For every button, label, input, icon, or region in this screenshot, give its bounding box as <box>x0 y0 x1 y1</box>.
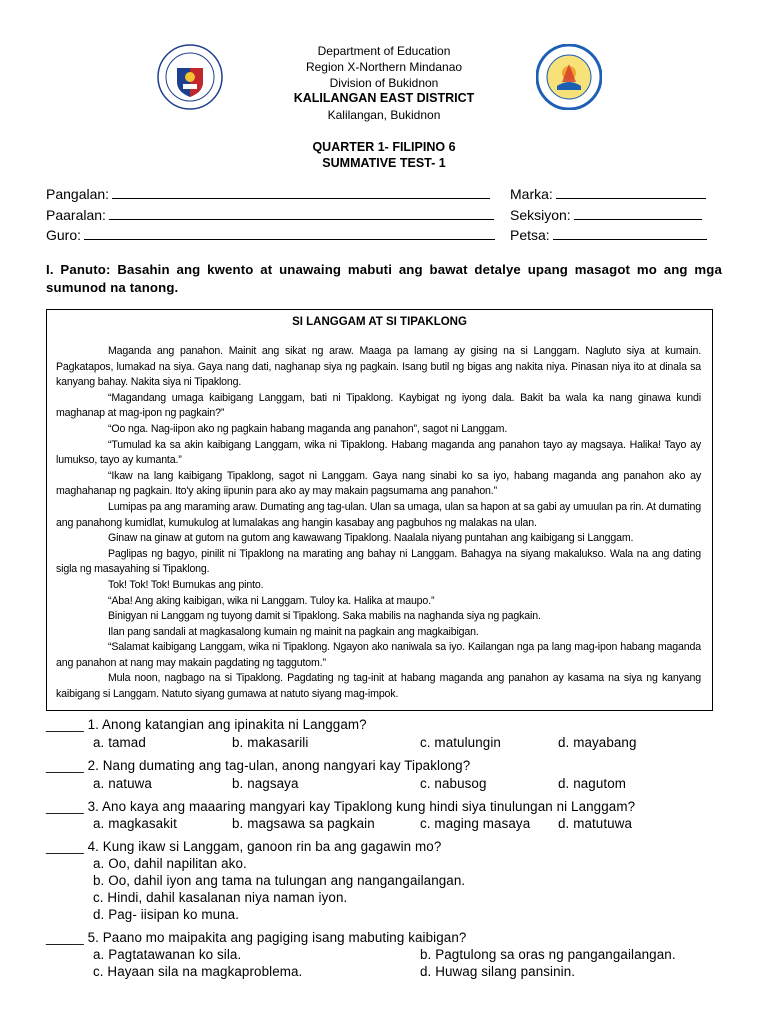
pangalan-line[interactable] <box>112 185 490 199</box>
story-paragraph: Ilan pang sandali at magkasalong kumain ng mainit na pagkain ang magkaibigan. <box>108 625 479 638</box>
story-paragraph: Lumipas pa ang maraming araw. Dumating ang tag-ulan. Ulan sa umaga, ulan sa hapon at sa gabi ay umuulan pa rin. At dumating ang panahong kumidlat, kumukulog at lumalakas ang hangin kasabay ang pagbuhos ng malakas na ulan. <box>56 500 701 529</box>
choice-3c: c. maging masaya <box>420 816 531 831</box>
story-title: SI LANGGAM AT SI TIPAKLONG <box>292 316 467 328</box>
question-2 <box>46 757 470 774</box>
story-paragraph: “Aba! Ang aking kaibigan, wika ni Langgam. Tuloy ka. Halika at maupo.” <box>108 594 435 607</box>
choice-5c: c. Hayaan sila na magkaproblema. <box>93 964 303 979</box>
question-1 <box>46 716 367 733</box>
story-paragraph: “Ikaw na lang kaibigang Tipaklong, sagot ni Langgam. Gaya nang sinabi ko sa iyo, habang maganda ang panahon ako ay maghahanap ng pagkain. Ito'y aking iipunin para ako ay may makain pagsumama ang panahon.” <box>56 469 701 498</box>
answer-blank[interactable]: _____ <box>46 839 84 854</box>
district-line: KALILANGAN EAST DISTRICT <box>293 91 475 105</box>
answer-blank[interactable]: _____ <box>46 930 84 945</box>
marka-field[interactable] <box>510 185 706 203</box>
choice-4b: b. Oo, dahil iyon ang tama na tulungan ang nangangailangan. <box>93 873 466 888</box>
location-line: Kalilangan, Bukidnon <box>327 108 441 122</box>
question-text: 3. Ano kaya ang maaaring mangyari kay Tipaklong kung hindi siya tinulungan ni Langgam? <box>87 799 636 814</box>
petsa-label: Petsa: <box>510 227 550 243</box>
question-3 <box>46 798 635 815</box>
test-title: SUMMATIVE TEST- 1 <box>322 156 446 170</box>
petsa-line[interactable] <box>553 226 707 240</box>
choice-1a: a. tamad <box>93 735 146 750</box>
marka-label: Marka: <box>510 186 553 202</box>
paaralan-line[interactable] <box>109 206 494 220</box>
story-paragraph: Ginaw na ginaw at gutom na gutom ang kawawang Tipaklong. Naalala niyang puntahan ang kaibigang si Langgam. <box>108 532 634 545</box>
choice-2a: a. natuwa <box>93 776 152 791</box>
question-5 <box>46 929 466 946</box>
choice-2d: d. nagutom <box>558 776 626 791</box>
choice-3a: a. magkasakit <box>93 816 177 831</box>
question-text: 4. Kung ikaw si Langgam, ganoon rin ba ang gagawin mo? <box>87 839 442 854</box>
choice-2b: b. nagsaya <box>232 776 299 791</box>
department-line: Department of Education <box>317 44 451 58</box>
instruction-text: I. Panuto: Basahin ang kwento at unawaing mabuti ang bawat detalye upang masagot mo ang mga sumunod na tanong. <box>46 262 722 295</box>
story-paragraph: Tok! Tok! Tok! Bumukas ang pinto. <box>108 578 264 591</box>
story-text <box>56 344 701 703</box>
guro-line[interactable] <box>84 226 495 240</box>
choice-4a: a. Oo, dahil napilitan ako. <box>93 856 247 871</box>
choice-3b: b. magsawa sa pagkain <box>232 816 375 831</box>
answer-blank[interactable]: _____ <box>46 799 84 814</box>
pangalan-field[interactable] <box>46 185 490 203</box>
seksiyon-line[interactable] <box>574 206 702 220</box>
question-text: 1. Anong katangian ang ipinakita ni Langgam? <box>87 717 367 732</box>
choice-1b: b. makasarili <box>232 735 309 750</box>
story-box <box>46 309 713 711</box>
paaralan-field[interactable] <box>46 206 494 224</box>
petsa-field[interactable] <box>510 226 707 244</box>
choice-1d: d. mayabang <box>558 735 637 750</box>
choice-1c: c. matulungin <box>420 735 501 750</box>
choice-2c: c. nabusog <box>420 776 487 791</box>
story-paragraph: “Oo nga. Nag-iipon ako ng pagkain habang maganda ang panahon”, sagot ni Langgam. <box>108 422 508 435</box>
story-paragraph: Maganda ang panahon. Mainit ang sikat ng araw. Maaga pa lamang ay gising na si Langgam. Nagluto siya at kumain. Pagkatapos, lumakad na siya. Gaya nang dati, naghanap siya ng pagkain. Isang butil ng bigas ang nakita niya. Pinasan niya ito at dinala sa kanyang bahay. Nakita siya ni Tipaklong. <box>56 345 701 389</box>
story-paragraph: Paglipas ng bagyo, pinilit ni Tipaklong na marating ang bahay ni Langgam. Bahagya na siyang makalukso. Wala na ang dating sigla ng masayahing si Tipaklong. <box>56 547 701 576</box>
pangalan-label: Pangalan: <box>46 186 110 202</box>
choice-4c: c. Hindi, dahil kasalanan niya naman iyon. <box>93 890 348 905</box>
question-4 <box>46 838 441 855</box>
region-line: Region X-Northern Mindanao <box>305 60 463 74</box>
quarter-title: QUARTER 1- FILIPINO 6 <box>312 140 456 154</box>
marka-line[interactable] <box>556 185 706 199</box>
paaralan-label: Paaralan: <box>46 207 106 223</box>
seksiyon-field[interactable] <box>510 206 702 224</box>
choice-3d: d. matutuwa <box>558 816 633 831</box>
choice-5d: d. Huwag silang pansinin. <box>420 964 576 979</box>
guro-field[interactable] <box>46 226 495 244</box>
story-paragraph: Mula noon, nagbago na si Tipaklong. Pagdating ng tag-init at habang maganda ang panahon ay kasama na siya ng kanyang kaibigang si Langgam. Natuto siyang gumawa at natuto siyang mag-impok. <box>56 672 701 701</box>
choice-5b: b. Pagtulong sa oras ng pangangailangan. <box>420 947 676 962</box>
answer-blank[interactable]: _____ <box>46 758 84 773</box>
question-text: 5. Paano mo maipakita ang pagiging isang mabuting kaibigan? <box>87 930 467 945</box>
choice-5a: a. Pagtatawanan ko sila. <box>93 947 242 962</box>
seksiyon-label: Seksiyon: <box>510 207 571 223</box>
story-paragraph: “Magandang umaga kaibigang Langgam, bati ni Tipaklong. Kaybigat ng iyong dala. Bakit ba wala ka nang ginawa kundi maghanap at mag-ipon ng pagkain?” <box>56 391 701 420</box>
question-text: 2. Nang dumating ang tag-ulan, anong nangyari kay Tipaklong? <box>87 758 471 773</box>
division-line: Division of Bukidnon <box>329 76 439 90</box>
choice-4d: d. Pag- iisipan ko muna. <box>93 907 240 922</box>
guro-label: Guro: <box>46 227 82 243</box>
story-paragraph: “Salamat kaibigang Langgam, wika ni Tipaklong. Ngayon ako naniwala sa iyo. Kailangan nga pa lang mag-ipon habang maganda ang panahon at nang may makain pagdating ng taggutom.” <box>56 641 701 669</box>
story-paragraph: Binigyan ni Langgam ng tuyong damit si Tipaklong. Saka mabilis na naghanda siya ng pagkain. <box>108 610 541 623</box>
story-paragraph: “Tumulad ka sa akin kaibigang Langgam, wika ni Tipaklong. Habang maganda ang panahon tayo ay magsaya. Halika! Tayo ay lumukso, tayo ay kumanta.” <box>56 438 701 467</box>
answer-blank[interactable]: _____ <box>46 717 84 732</box>
